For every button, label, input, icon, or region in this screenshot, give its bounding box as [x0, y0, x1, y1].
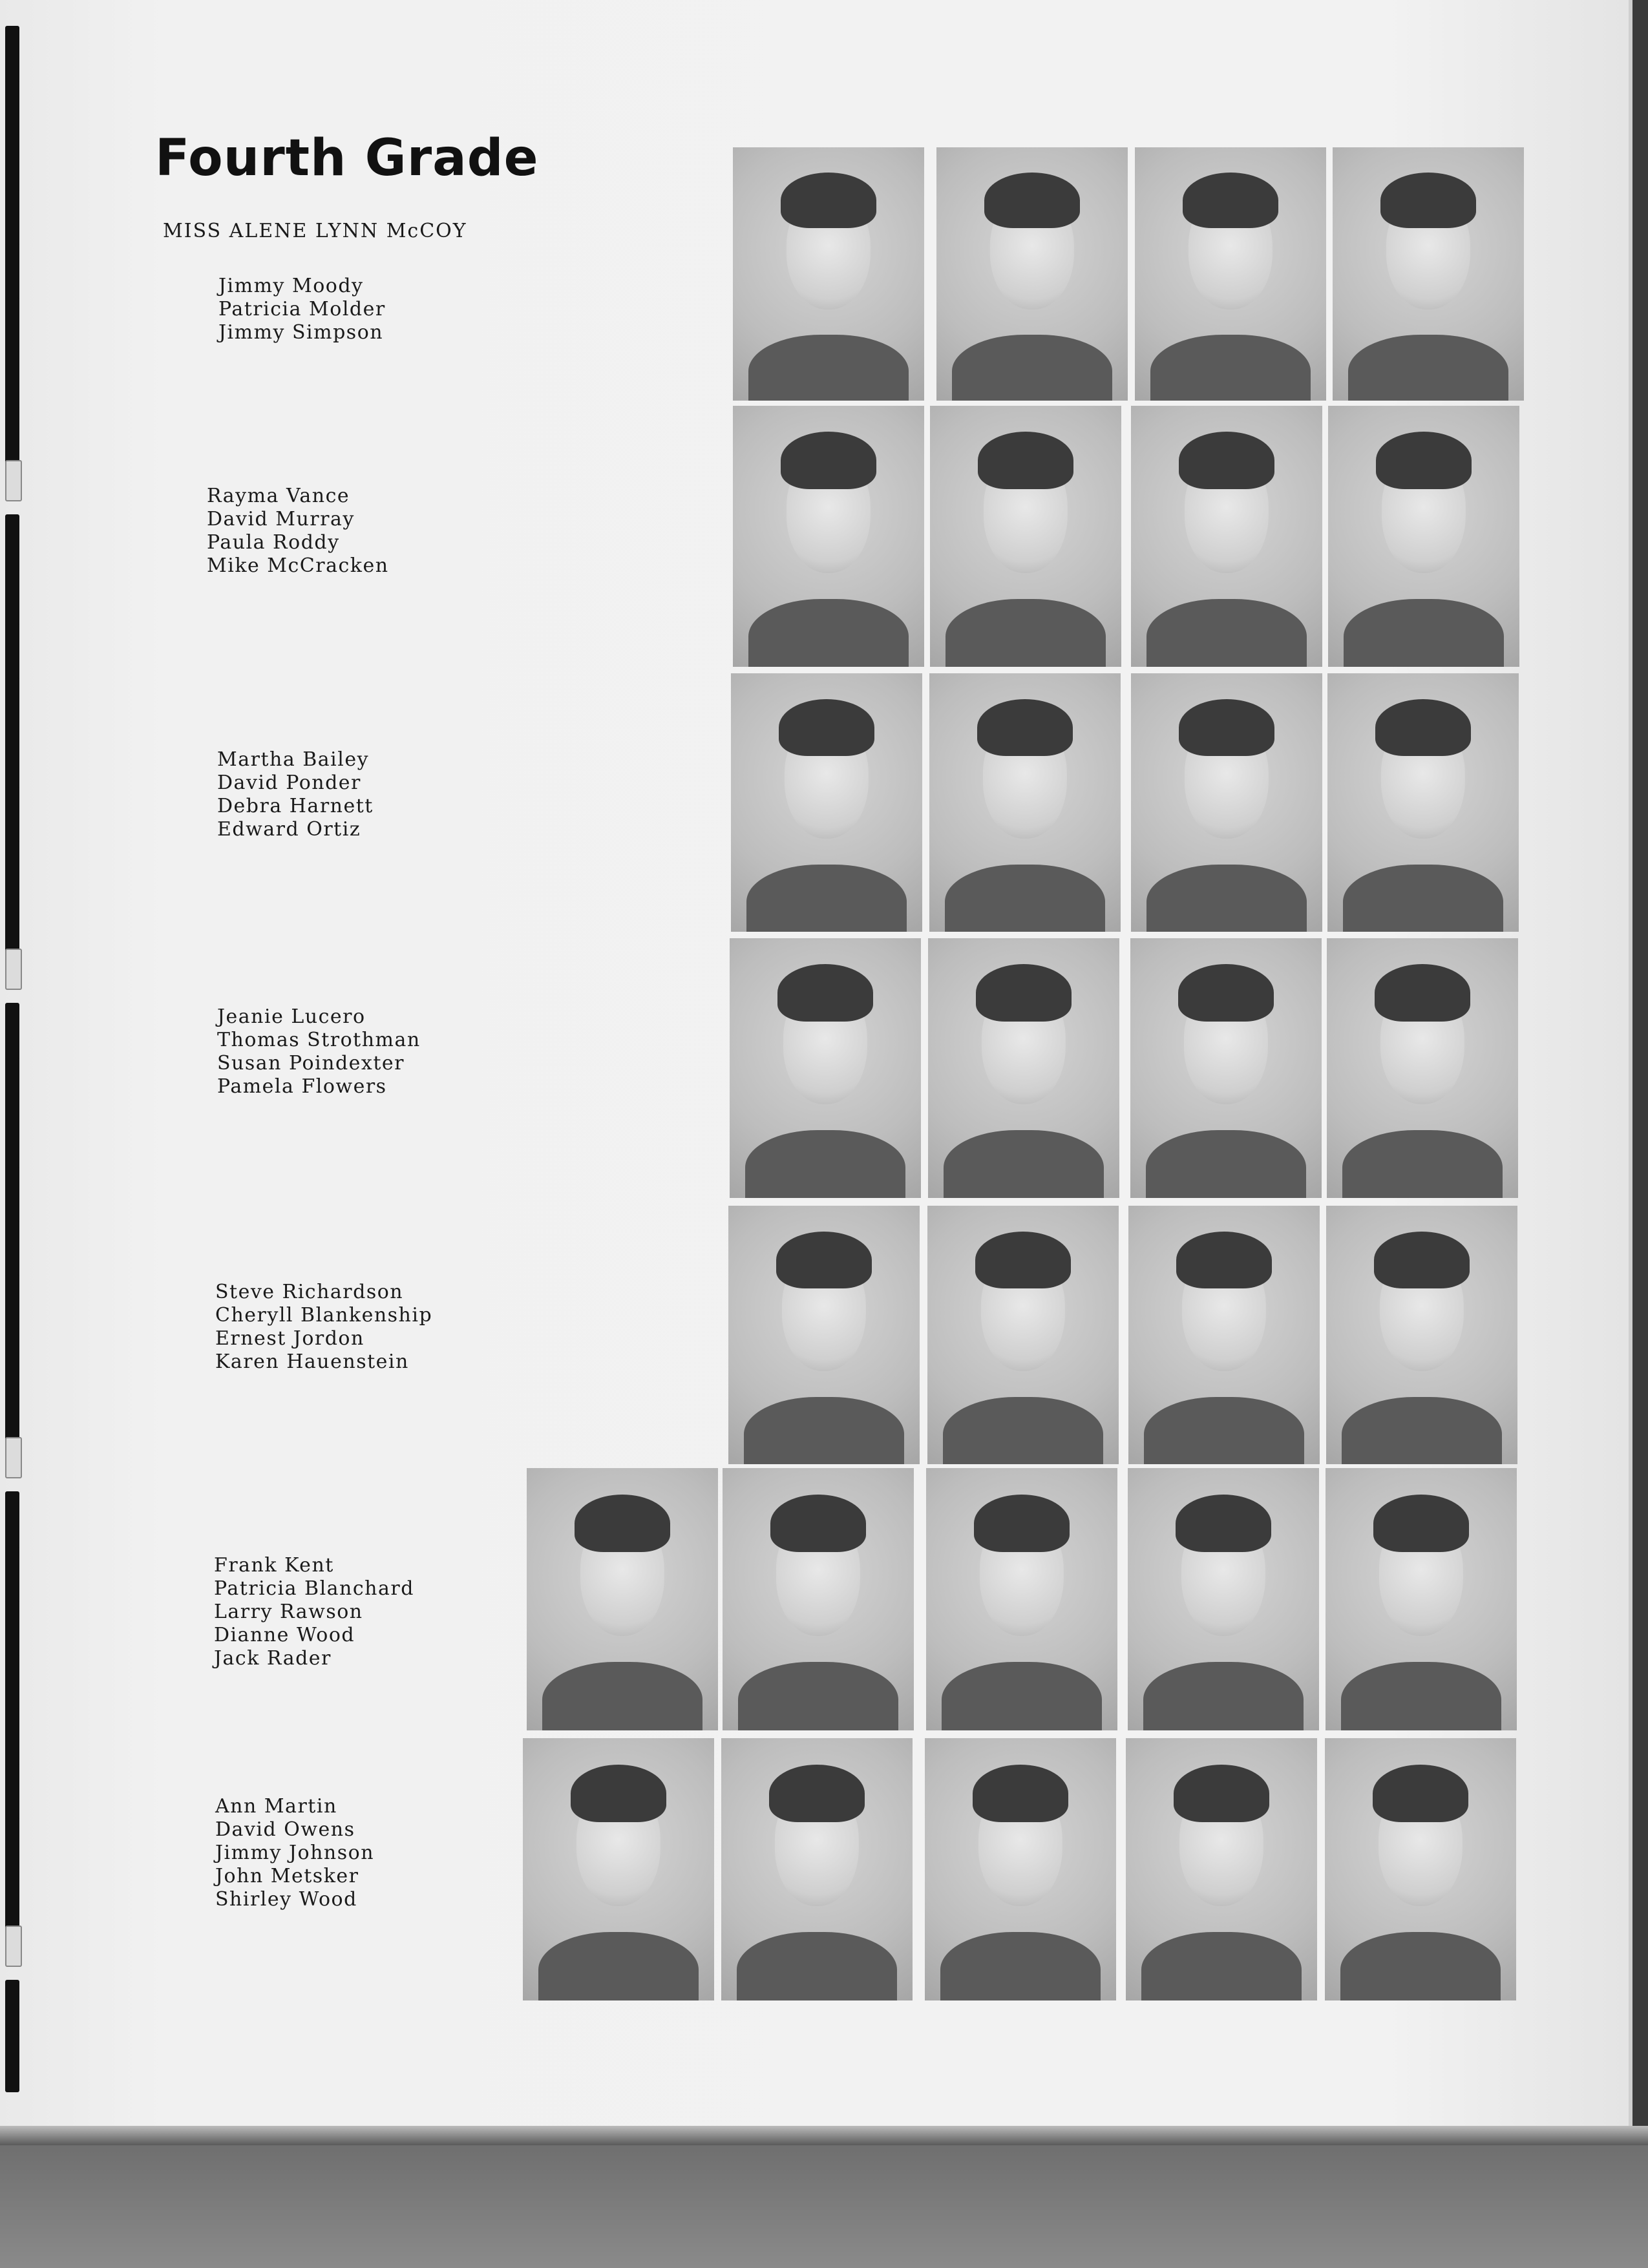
binding-ring	[5, 26, 19, 84]
binding-ring	[5, 1220, 19, 1278]
portrait-clothing	[945, 599, 1106, 667]
binding-ring	[5, 894, 19, 952]
portrait-photo	[1131, 673, 1322, 932]
portrait-clothing	[738, 1662, 899, 1730]
binding-ring	[5, 949, 22, 990]
portrait-photo	[1326, 1468, 1517, 1730]
portrait-clothing	[1344, 599, 1505, 667]
portrait-photo	[731, 673, 922, 932]
portrait-hair	[1373, 1765, 1468, 1822]
portrait-hair	[1183, 173, 1278, 228]
portrait-photo	[733, 406, 924, 667]
portrait-clothing	[748, 335, 909, 401]
binding-ring	[5, 1871, 19, 1929]
portrait-hair	[1374, 1232, 1470, 1288]
portrait-hair	[1176, 1495, 1271, 1552]
student-name: David Owens	[215, 1818, 355, 1841]
student-name: Martha Bailey	[217, 748, 370, 771]
binding-ring	[5, 1491, 19, 1549]
student-name: Debra Harnett	[217, 795, 374, 817]
binding-ring	[5, 134, 19, 193]
portrait-clothing	[1141, 1932, 1302, 2000]
student-name: Edward Ortiz	[217, 818, 361, 841]
binding-ring	[5, 1003, 19, 1061]
student-name: Pamela Flowers	[217, 1075, 387, 1098]
portrait-clothing	[943, 1397, 1104, 1464]
student-name: Dianne Wood	[214, 1624, 355, 1646]
binding-ring	[5, 352, 19, 410]
student-name: Susan Poindexter	[217, 1052, 405, 1075]
student-name: John Metsker	[215, 1865, 359, 1887]
binding-ring	[5, 731, 19, 790]
portrait-clothing	[1150, 335, 1311, 401]
portrait-photo	[927, 1206, 1119, 1464]
student-name: Thomas Strothman	[217, 1029, 421, 1051]
portrait-clothing	[746, 865, 907, 932]
binding-ring	[5, 514, 19, 572]
page-edge-shadow	[0, 2126, 1648, 2145]
binding-ring	[5, 1980, 19, 2038]
binding-ring	[5, 786, 19, 844]
portrait-clothing	[1146, 599, 1307, 667]
portrait-clothing	[542, 1662, 703, 1730]
portrait-hair	[779, 699, 874, 756]
student-name: Patricia Blanchard	[214, 1577, 414, 1600]
portrait-photo	[1130, 938, 1322, 1198]
portrait-clothing	[1146, 865, 1307, 932]
student-name: David Murray	[207, 508, 355, 530]
portrait-hair	[769, 1765, 865, 1822]
student-name: Patricia Molder	[218, 298, 386, 320]
portrait-clothing	[538, 1932, 699, 2000]
portrait-photo	[1128, 1206, 1320, 1464]
portrait-clothing	[1343, 865, 1504, 932]
binding-ring	[5, 460, 22, 501]
portrait-hair	[575, 1495, 670, 1552]
student-name: Paula Roddy	[207, 531, 340, 554]
background-surface	[0, 2145, 1648, 2268]
student-name: Rayma Vance	[207, 485, 350, 507]
portrait-photo	[1135, 147, 1326, 401]
binding-ring	[5, 1328, 19, 1387]
student-name: Ernest Jordon	[215, 1327, 364, 1350]
student-name: Jack Rader	[214, 1647, 332, 1670]
student-name: Jimmy Johnson	[215, 1842, 375, 1864]
portrait-photo	[1328, 406, 1519, 667]
portrait-photo	[527, 1468, 718, 1730]
portrait-photo	[1327, 673, 1519, 932]
portrait-photo	[936, 147, 1128, 401]
portrait-hair	[781, 432, 876, 489]
portrait-hair	[984, 173, 1080, 228]
binding-ring	[5, 1600, 19, 1658]
binding-ring	[5, 1166, 19, 1224]
portrait-hair	[571, 1765, 666, 1822]
portrait-hair	[1373, 1495, 1469, 1552]
names-row-7	[215, 1795, 374, 1911]
portrait-hair	[1178, 964, 1274, 1021]
binding-ring	[5, 569, 19, 627]
portrait-photo	[929, 673, 1121, 932]
binding-ring	[5, 1763, 19, 1821]
portrait-clothing	[945, 865, 1106, 932]
portrait-hair	[777, 964, 873, 1021]
student-name: Mike McCracken	[207, 554, 389, 577]
portrait-photo	[1326, 1206, 1517, 1464]
portrait-photo	[926, 1468, 1117, 1730]
portrait-hair	[770, 1495, 866, 1552]
binding-ring	[5, 1708, 19, 1767]
student-name: Karen Hauenstein	[215, 1350, 409, 1373]
portrait-hair	[1375, 699, 1471, 756]
portrait-hair	[1179, 432, 1274, 489]
binding-ring	[5, 1057, 19, 1115]
portrait-hair	[1375, 964, 1470, 1021]
student-name: Frank Kent	[214, 1554, 334, 1577]
student-name: Ann Martin	[215, 1795, 337, 1818]
portrait-clothing	[940, 1932, 1101, 2000]
binding-ring	[5, 623, 19, 681]
portrait-hair	[978, 432, 1073, 489]
portrait-clothing	[1340, 1932, 1501, 2000]
student-name: Cheryll Blankenship	[215, 1304, 433, 1327]
binding-ring	[5, 1111, 19, 1170]
portrait-clothing	[1144, 1397, 1305, 1464]
binding-ring	[5, 1546, 19, 1604]
binding-ring	[5, 1654, 19, 1712]
names-row-6	[214, 1554, 414, 1670]
portrait-photo	[523, 1738, 714, 2000]
portrait-clothing	[1342, 1130, 1503, 1198]
portrait-clothing	[1143, 1662, 1304, 1730]
student-name: David Ponder	[217, 772, 361, 794]
binding-ring	[5, 80, 19, 138]
student-name: Jimmy Moody	[218, 275, 364, 297]
portrait-photo	[925, 1738, 1116, 2000]
student-name: Steve Richardson	[215, 1281, 404, 1303]
portrait-hair	[776, 1232, 872, 1288]
names-row-2	[207, 485, 389, 578]
binding-ring	[5, 1383, 19, 1441]
portrait-photo	[721, 1738, 913, 2000]
student-name: Jeanie Lucero	[217, 1005, 366, 1028]
portrait-hair	[974, 1495, 1070, 1552]
binding-ring	[5, 297, 19, 355]
portrait-hair	[1174, 1765, 1269, 1822]
binding-ring	[5, 1926, 22, 1967]
binding-ring	[5, 406, 19, 464]
student-name: Larry Rawson	[214, 1601, 363, 1623]
spiral-binding	[0, 26, 23, 2106]
portrait-photo	[1327, 938, 1518, 1198]
portrait-hair	[781, 173, 876, 228]
names-row-5	[215, 1281, 432, 1374]
portrait-photo	[1126, 1738, 1317, 2000]
names-row-1	[218, 275, 386, 344]
portrait-hair	[976, 964, 1072, 1021]
binding-ring	[5, 1274, 19, 1332]
portrait-photo	[728, 1206, 920, 1464]
binding-ring	[5, 1437, 22, 1478]
portrait-clothing	[944, 1130, 1104, 1198]
names-row-3	[217, 748, 374, 841]
portrait-hair	[977, 699, 1073, 756]
names-row-4	[217, 1005, 421, 1098]
portrait-photo	[930, 406, 1121, 667]
portrait-clothing	[745, 1130, 906, 1198]
portrait-photo	[1131, 406, 1322, 667]
page-title: Fourth Grade	[155, 129, 539, 187]
portrait-clothing	[1341, 1662, 1502, 1730]
portrait-clothing	[1348, 335, 1509, 401]
portrait-clothing	[1146, 1130, 1307, 1198]
student-name: Jimmy Simpson	[218, 321, 384, 344]
portrait-clothing	[952, 335, 1113, 401]
portrait-hair	[1176, 1232, 1272, 1288]
binding-ring	[5, 243, 19, 301]
portrait-photo	[928, 938, 1119, 1198]
portrait-hair	[975, 1232, 1071, 1288]
portrait-hair	[1380, 173, 1476, 228]
portrait-photo	[1128, 1468, 1319, 1730]
portrait-clothing	[748, 599, 909, 667]
teacher-name: MISS ALENE LYNN McCOY	[163, 220, 467, 242]
portrait-clothing	[1342, 1397, 1503, 1464]
student-name: Shirley Wood	[215, 1888, 357, 1911]
portrait-clothing	[744, 1397, 905, 1464]
binding-ring	[5, 2034, 19, 2092]
binding-ring	[5, 189, 19, 247]
portrait-photo	[1325, 1738, 1516, 2000]
portrait-hair	[973, 1765, 1068, 1822]
portrait-photo	[730, 938, 921, 1198]
portrait-photo	[733, 147, 924, 401]
portrait-photo	[723, 1468, 914, 1730]
portrait-photo	[1333, 147, 1524, 401]
portrait-clothing	[942, 1662, 1103, 1730]
portrait-hair	[1179, 699, 1274, 756]
portrait-hair	[1376, 432, 1472, 489]
portrait-clothing	[737, 1932, 898, 2000]
binding-ring	[5, 1817, 19, 1875]
binding-ring	[5, 677, 19, 735]
binding-ring	[5, 840, 19, 898]
